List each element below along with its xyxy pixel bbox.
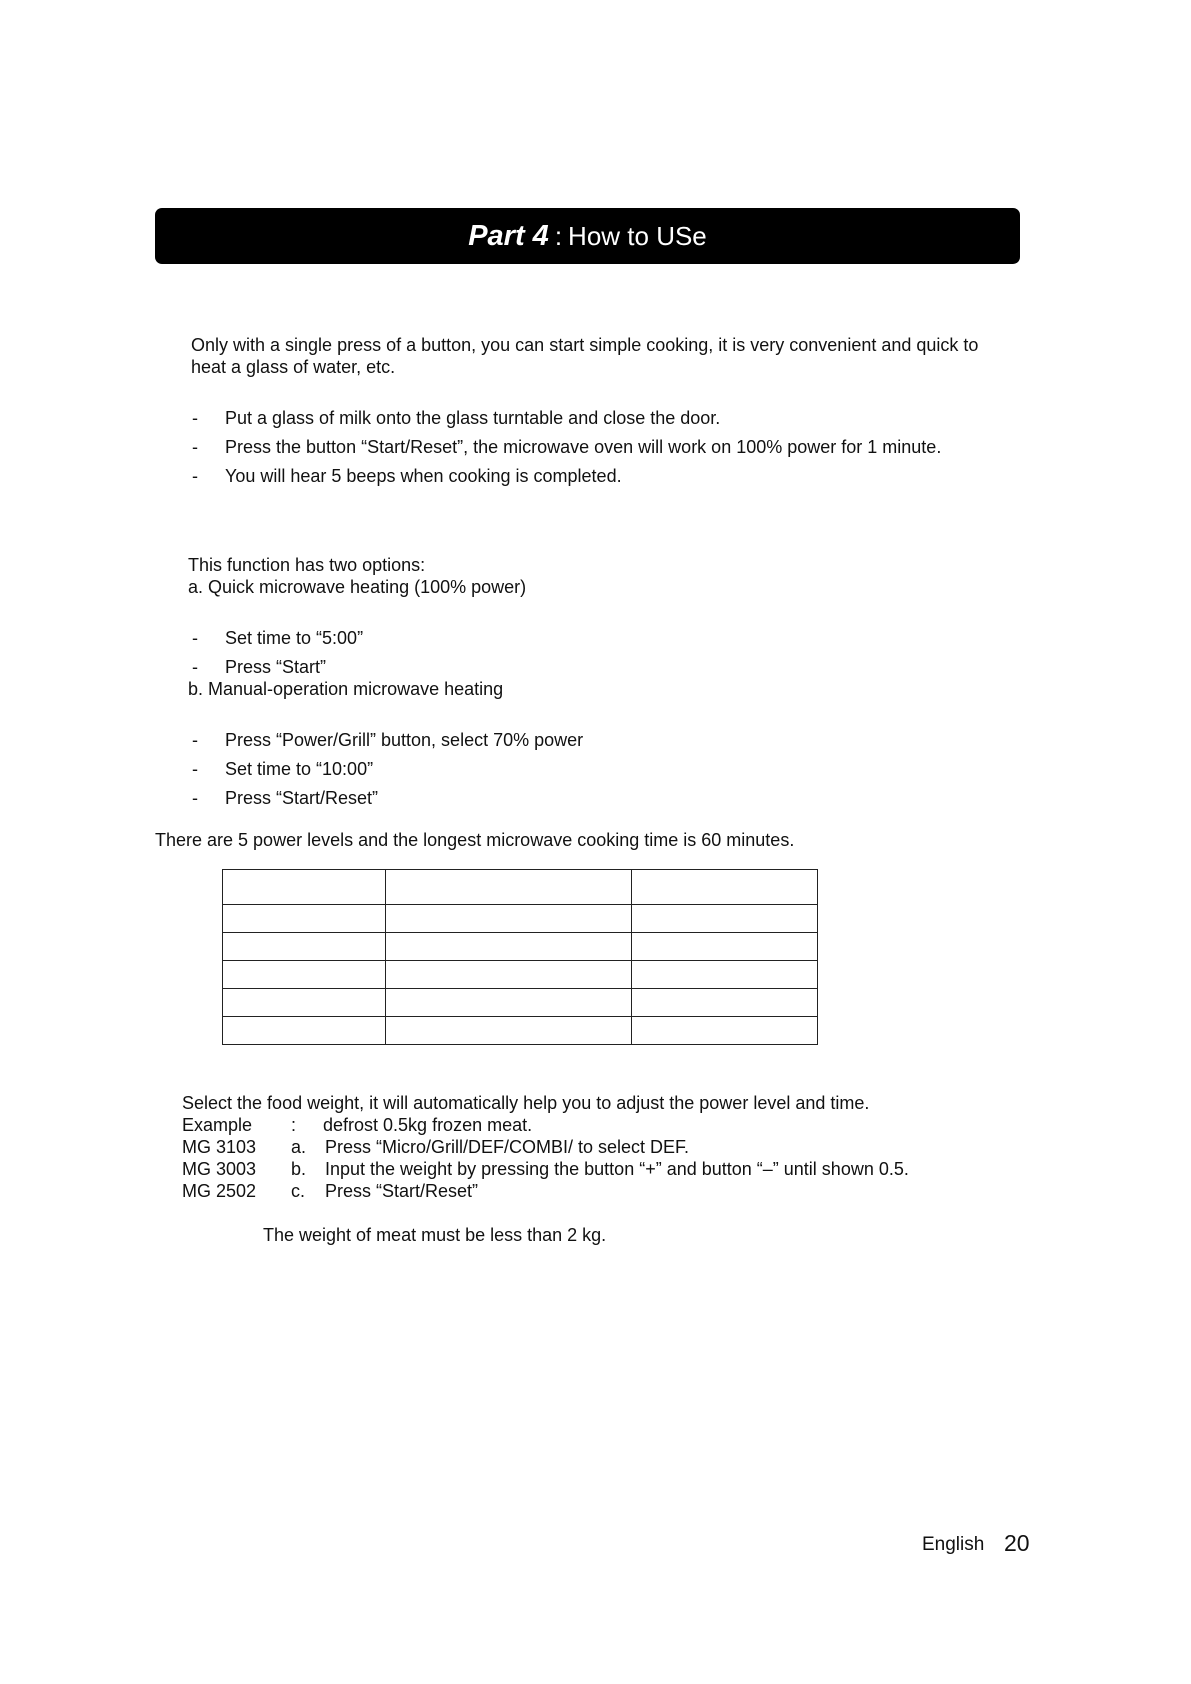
table-row bbox=[223, 933, 818, 961]
defrost-marker: : bbox=[291, 1115, 297, 1135]
quick-step-1: Put a glass of milk onto the glass turntable and close the door. bbox=[225, 408, 721, 428]
defrost-intro: Select the food weight, it will automatically help you to adjust the power level and time. bbox=[182, 1093, 870, 1113]
defrost-text: defrost 0.5kg frozen meat. bbox=[323, 1115, 533, 1135]
section-title: How to USe bbox=[568, 221, 707, 251]
part-number: Part 4 bbox=[468, 220, 549, 252]
defrost-marker: c. bbox=[291, 1181, 306, 1201]
option-a-step-2: Press “Start” bbox=[225, 657, 327, 677]
section-header-banner bbox=[155, 208, 1020, 264]
table-cell bbox=[223, 961, 386, 989]
footer-language: English bbox=[922, 1534, 985, 1555]
quick-step-2: Press the button “Start/Reset”, the microwave oven will work on 100% power for 1 minute. bbox=[225, 437, 942, 457]
table-cell bbox=[223, 933, 386, 961]
intro-line-1: Only with a single press of a button, you can start simple cooking, it is very convenient and quick to bbox=[191, 335, 979, 355]
bullet-dash: - bbox=[192, 466, 198, 486]
table-cell bbox=[386, 1017, 632, 1045]
power-level-table bbox=[222, 869, 818, 1045]
table-cell bbox=[386, 905, 632, 933]
defrost-weight-note: The weight of meat must be less than 2 kg. bbox=[263, 1225, 607, 1245]
option-a-label: a. Quick microwave heating (100% power) bbox=[188, 577, 527, 597]
defrost-model: MG 2502 bbox=[182, 1181, 257, 1201]
table-cell bbox=[632, 905, 818, 933]
table-cell bbox=[386, 961, 632, 989]
table-cell bbox=[386, 989, 632, 1017]
defrost-model: MG 3103 bbox=[182, 1137, 257, 1157]
bullet-dash: - bbox=[192, 437, 198, 457]
option-b-label: b. Manual-operation microwave heating bbox=[188, 679, 504, 699]
table-row bbox=[223, 1017, 818, 1045]
option-b-step-1: Press “Power/Grill” button, select 70% power bbox=[225, 730, 584, 750]
table-cell bbox=[223, 989, 386, 1017]
table-cell bbox=[386, 933, 632, 961]
bullet-dash: - bbox=[192, 628, 198, 648]
table-cell bbox=[632, 1017, 818, 1045]
defrost-text: Press “Start/Reset” bbox=[325, 1181, 479, 1201]
table-row bbox=[223, 905, 818, 933]
table-cell bbox=[632, 870, 818, 905]
table-row bbox=[223, 870, 818, 905]
table-row bbox=[223, 989, 818, 1017]
defrost-model: Example bbox=[182, 1115, 253, 1135]
bullet-dash: - bbox=[192, 657, 198, 677]
defrost-text: Press “Micro/Grill/DEF/COMBI/ to select DEF. bbox=[325, 1137, 690, 1157]
option-b-step-2: Set time to “10:00” bbox=[225, 759, 374, 779]
table-cell bbox=[632, 961, 818, 989]
defrost-marker: b. bbox=[291, 1159, 307, 1179]
bullet-dash: - bbox=[192, 759, 198, 779]
header-separator: : bbox=[554, 221, 563, 251]
table-cell bbox=[223, 870, 386, 905]
table-cell bbox=[632, 989, 818, 1017]
page-number: 20 bbox=[1004, 1530, 1030, 1556]
option-b-step-3: Press “Start/Reset” bbox=[225, 788, 379, 808]
power-levels-note: There are 5 power levels and the longest microwave cooking time is 60 minutes. bbox=[155, 830, 795, 850]
table-cell bbox=[223, 1017, 386, 1045]
table-cell bbox=[632, 933, 818, 961]
table-row bbox=[223, 961, 818, 989]
option-a-step-1: Set time to “5:00” bbox=[225, 628, 364, 648]
table-cell bbox=[223, 905, 386, 933]
defrost-marker: a. bbox=[291, 1137, 307, 1157]
bullet-dash: - bbox=[192, 730, 198, 750]
bullet-dash: - bbox=[192, 408, 198, 428]
intro-line-2: heat a glass of water, etc. bbox=[191, 357, 396, 377]
table-cell bbox=[386, 870, 632, 905]
bullet-dash: - bbox=[192, 788, 198, 808]
defrost-text: Input the weight by pressing the button “+” and button “–” until shown 0.5. bbox=[325, 1159, 909, 1179]
defrost-model: MG 3003 bbox=[182, 1159, 257, 1179]
options-intro: This function has two options: bbox=[188, 555, 426, 575]
quick-step-3: You will hear 5 beeps when cooking is completed. bbox=[225, 466, 622, 486]
